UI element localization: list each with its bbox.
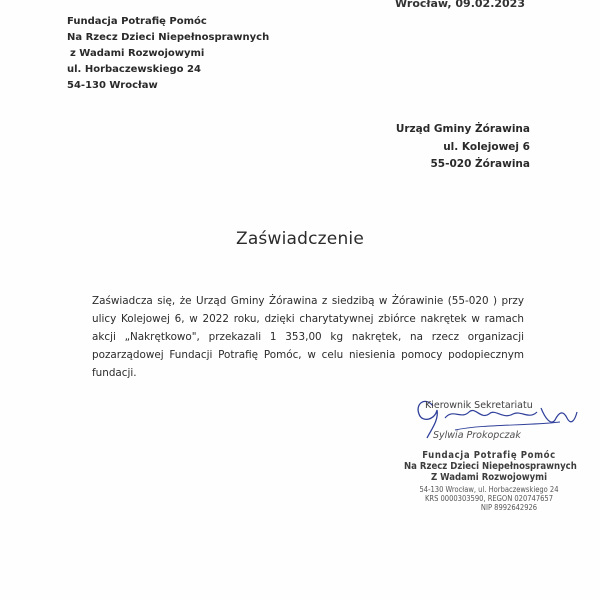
document-title: Zaświadczenie — [235, 229, 365, 249]
sender-street: ul. Horbaczewskiego 24 — [67, 64, 201, 75]
org-stamp-name-line2: Na Rzecz Dzieci Niepełnosprawnych — [404, 461, 577, 472]
recipient-name: Urząd Gminy Żórawina — [395, 123, 530, 135]
sender-name-line3: z Wadami Rozwojowymi — [70, 48, 205, 59]
recipient-street: ul. Kolejowej 6 — [443, 140, 530, 153]
org-stamp-nip: NIP 8992642926 — [480, 503, 538, 512]
org-stamp-name: Fundacja Potrafię Pomóc — [422, 450, 556, 461]
sender-city: 54-130 Wrocław — [67, 80, 158, 91]
organization-stamp — [404, 450, 577, 512]
org-stamp-krs-regon: KRS 0000303590, REGON 020747657 — [424, 494, 554, 503]
handwritten-signature — [395, 390, 595, 450]
recipient-city: 55-020 Żórawina — [430, 158, 530, 170]
document-body: Zaświadcza się, że Urząd Gminy Żórawina z siedzibą w Żórawinie (55-020 ) przy ulicy Kolejowej 6, w 2022 roku, dzięki charytatywnej zbiórce nakrętek w ramach akcji „Nakrętkowo", przekazali 1 353,00 kg nakrętek, na rzecz organizacji pozarządowej Fundacji Potrafię Pomóc, w celu niesienia pomocy podopiecznym fundacji. — [92, 295, 524, 379]
signatory-name: Sylwia Prokopczak — [433, 430, 521, 441]
org-stamp-name-line3: Z Wadami Rozwojowymi — [430, 472, 547, 483]
sender-address-block — [67, 14, 269, 94]
letter-date: Wrocław, 09.02.2023 — [394, 0, 525, 10]
sender-name-line2: Na Rzecz Dzieci Niepełnosprawnych — [67, 32, 270, 43]
recipient-address-block — [396, 121, 530, 174]
org-stamp-address: 54-130 Wrocław, ul. Horbaczewskiego 24 — [419, 485, 559, 494]
sender-name: Fundacja Potrafię Pomóc — [67, 16, 207, 27]
signatory-role: Kierownik Sekretariatu — [425, 400, 533, 411]
